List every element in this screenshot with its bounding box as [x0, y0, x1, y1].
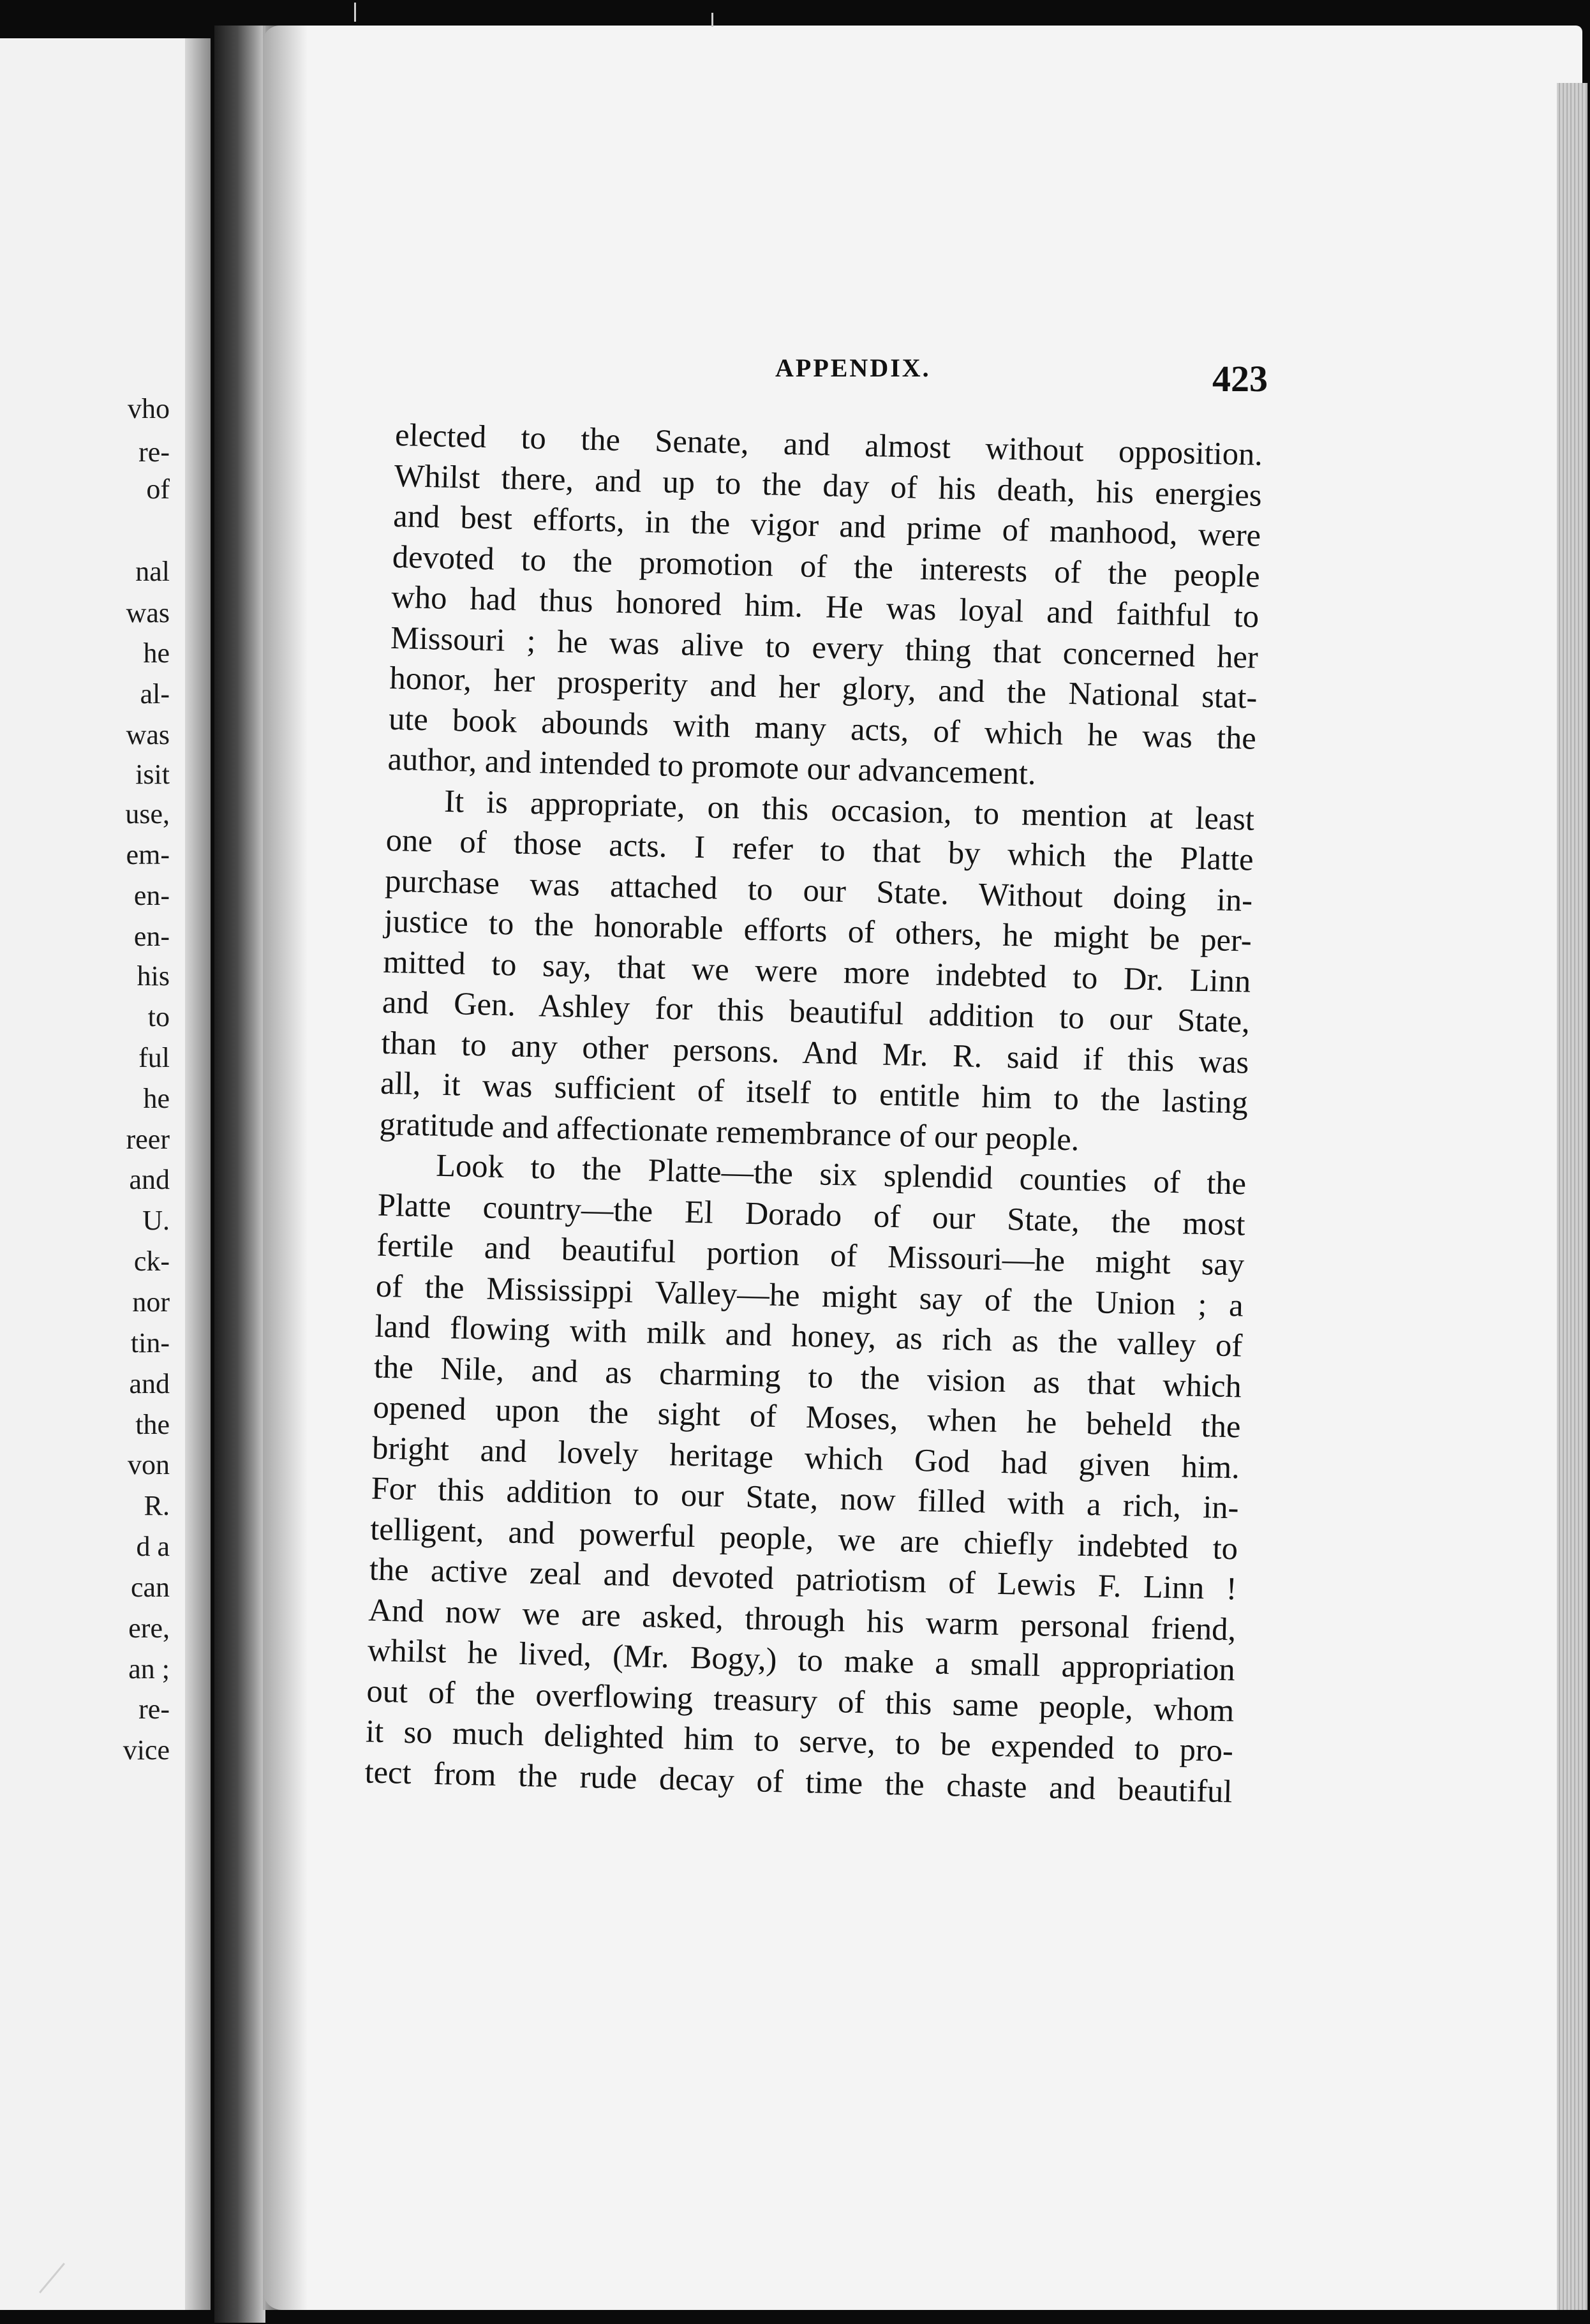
left-page-fragment: d a	[136, 1531, 170, 1562]
left-page-fragment: em-	[126, 839, 170, 870]
left-page-fragment: of	[146, 473, 170, 505]
text-line: devoted to the promotion of the interests of the people	[392, 538, 1261, 594]
text-line: it so much delighted him to serve, to be expended to pro-	[365, 1713, 1234, 1769]
left-page-fragment: and	[129, 1368, 170, 1399]
text-line: one of those acts. I refer to that by which the Platte	[385, 821, 1254, 877]
left-page-fragment: en-	[133, 880, 170, 911]
text-line: telligent, and powerful people, we are chiefly indebted to	[369, 1510, 1238, 1566]
left-page-fragment: ck-	[133, 1246, 170, 1277]
left-page-fragment: nor	[132, 1286, 170, 1318]
text-line: Whilst there, and up to the day of his death, his energies	[394, 457, 1263, 513]
text-line: Missouri ; he was alive to every thing that concerned her	[390, 619, 1259, 675]
left-page-fragment: he	[143, 637, 170, 669]
text-line: who had thus honored him. He was loyal and faithful to	[390, 578, 1259, 634]
main-page-gutter	[263, 26, 308, 2310]
scan-speck	[711, 13, 713, 27]
left-page-gutter	[185, 38, 211, 2310]
left-page-fragment: ful	[138, 1042, 170, 1073]
text-line: bright and lovely heritage which God had given him.	[371, 1429, 1240, 1485]
text-line: tect from the rude decay of time the chaste and beautiful	[364, 1753, 1233, 1809]
left-page-fragment: tin-	[130, 1327, 170, 1359]
text-line: fertile and beautiful portion of Missouri—he might say	[376, 1226, 1245, 1283]
left-page-fragment: vice	[123, 1734, 170, 1766]
left-page-fragment: ere,	[128, 1613, 170, 1644]
running-head: APPENDIX.	[775, 354, 931, 382]
text-line: For this addition to our State, now filled with a rich, in-	[371, 1470, 1240, 1526]
page-number: 423	[1212, 358, 1268, 399]
left-page-fragment: use,	[125, 798, 170, 830]
text-line: honor, her prosperity and her glory, and the National stat-	[389, 659, 1258, 715]
left-page-fragment: can	[130, 1572, 170, 1603]
left-page-fragment: to	[147, 1001, 170, 1032]
text-line: and Gen. Ashley for this beautiful addition to our State,	[382, 983, 1251, 1039]
left-facing-page	[0, 38, 211, 2310]
text-line: gratitude and affectionate remembrance of our people.	[379, 1105, 1080, 1158]
left-page-fragment: reer	[126, 1124, 170, 1155]
text-line: and best efforts, in the vigor and prime of manhood, were	[392, 497, 1261, 553]
text-line: opened upon the sight of Moses, when he beheld the	[373, 1389, 1242, 1445]
text-line: Platte country—the El Dorado of our State, the most	[377, 1186, 1246, 1242]
text-line: the active zeal and devoted patriotism of Lewis F. Linn !	[369, 1551, 1238, 1607]
text-line: ute book abounds with many acts, of which he was the	[388, 700, 1257, 756]
text-line: It is appropriate, on this occasion, to mention at least	[443, 782, 1255, 837]
text-line: author, and intended to promote our advancement.	[387, 740, 1037, 791]
left-page-fragment: al-	[140, 678, 170, 710]
left-page-fragment: and	[129, 1164, 170, 1195]
left-page-fragment: was	[126, 719, 170, 750]
text-line: the Nile, and as charming to the vision as that which	[373, 1348, 1242, 1404]
text-line: purchase was attached to our State. Without doing in-	[384, 862, 1253, 918]
left-page-fragment: vho	[128, 393, 170, 424]
left-page-fragment: R.	[144, 1490, 170, 1521]
text-line: And now we are asked, through his warm personal friend,	[368, 1591, 1237, 1647]
left-page-fragment: his	[137, 960, 170, 992]
page-fore-edge	[1557, 83, 1587, 2310]
left-page-fragment: re-	[138, 436, 170, 468]
text-line: justice to the honorable efforts of others, he might be per-	[383, 902, 1252, 958]
binding-shadow	[214, 26, 265, 2323]
left-page-fragment: re-	[138, 1694, 170, 1725]
left-page-fragment: U.	[142, 1205, 170, 1236]
text-line: than to any other persons. And Mr. R. said if this was	[381, 1024, 1249, 1080]
left-page-fragment: nal	[135, 556, 170, 587]
scan-speck	[354, 3, 356, 22]
body-text	[364, 415, 1263, 1812]
text-line: mitted to say, that we were more indebted to Dr. Linn	[382, 943, 1251, 999]
text-line: out of the overflowing treasury of this same people, whom	[366, 1672, 1235, 1728]
left-page-fragment: an ;	[128, 1653, 170, 1685]
text-line: whilst he lived, (Mr. Bogy,) to make a small appropriation	[367, 1632, 1236, 1688]
left-page-fragment: was	[126, 597, 170, 629]
left-page-fragment: the	[135, 1409, 170, 1440]
text-line: of the Mississippi Valley—he might say of the Union ; a	[375, 1267, 1244, 1323]
text-line: elected to the Senate, and almost without opposition.	[394, 416, 1263, 472]
left-page-fragment: en-	[133, 921, 170, 952]
left-page-fragment: von	[128, 1449, 170, 1480]
text-line: all, it was sufficient of itself to entitle him to the lasting	[380, 1064, 1249, 1121]
left-page-fragment: isit	[135, 759, 170, 790]
text-line: land flowing with milk and honey, as rich as the valley of	[374, 1307, 1243, 1364]
left-page-fragment: he	[143, 1083, 170, 1114]
text-line: Look to the Platte—the six splendid counties of the	[435, 1147, 1247, 1202]
